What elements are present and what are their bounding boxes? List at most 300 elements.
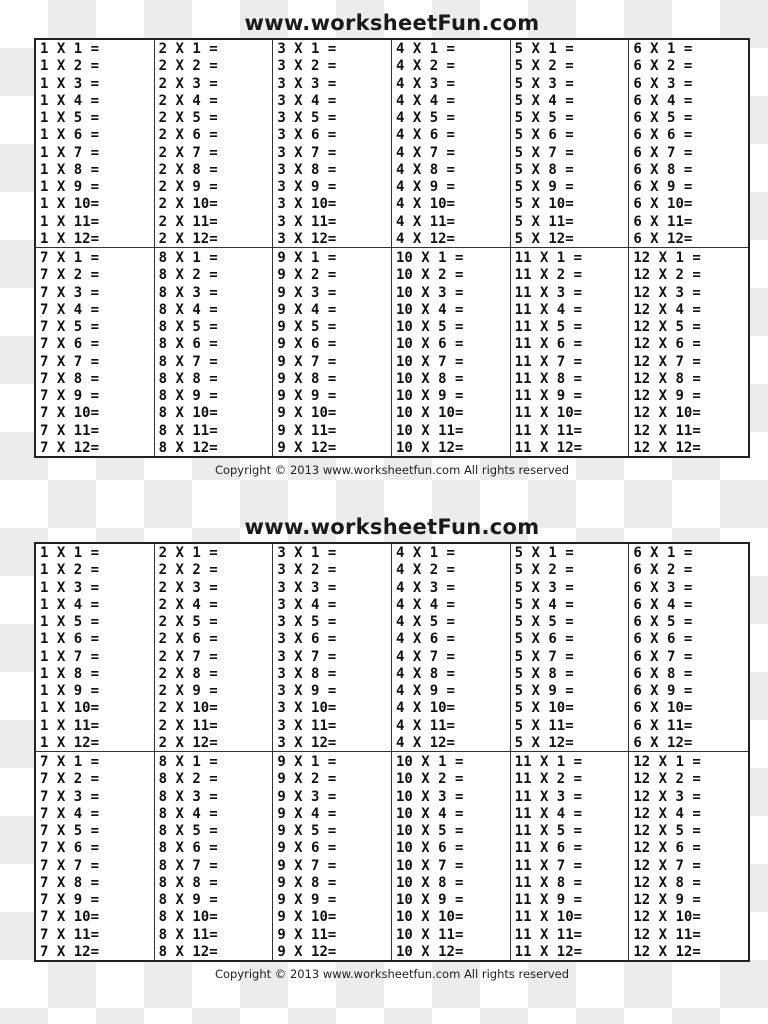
multiplication-fact: 10 X 2 = bbox=[395, 771, 464, 788]
multiplication-fact: 8 X 10= bbox=[158, 909, 218, 926]
times-table-column bbox=[392, 544, 511, 752]
multiplication-fact: 11 X 4 = bbox=[514, 805, 583, 822]
multiplication-fact: 7 X 2 = bbox=[40, 771, 100, 788]
multiplication-fact: 10 X 4 = bbox=[395, 805, 464, 822]
copyright-notice: Copyright © 2013 www.worksheetfun.com All rights reserved bbox=[214, 967, 570, 981]
multiplication-fact: 8 X 12= bbox=[158, 439, 218, 456]
multiplication-fact: 8 X 8 = bbox=[158, 370, 218, 387]
multiplication-fact: 1 X 10= bbox=[40, 196, 100, 213]
multiplication-fact: 11 X 11= bbox=[514, 422, 583, 439]
multiplication-fact: 8 X 11= bbox=[158, 422, 218, 439]
multiplication-fact: 5 X 11= bbox=[514, 213, 574, 230]
multiplication-fact: 12 X 6 = bbox=[633, 336, 701, 353]
multiplication-fact: 8 X 6 = bbox=[158, 336, 218, 353]
multiplication-fact: 11 X 5 = bbox=[514, 823, 583, 840]
multiplication-fact: 5 X 4 = bbox=[514, 596, 574, 613]
multiplication-fact: 3 X 9 = bbox=[277, 179, 337, 196]
multiplication-fact: 6 X 2 = bbox=[633, 58, 693, 75]
multiplication-fact: 3 X 9 = bbox=[277, 683, 337, 700]
multiplication-fact: 7 X 11= bbox=[40, 926, 100, 943]
multiplication-fact: 5 X 6 = bbox=[514, 631, 574, 648]
multiplication-fact: 12 X 2 = bbox=[633, 771, 701, 788]
worksheet-title: www.worksheetFun.com bbox=[244, 515, 540, 539]
multiplication-fact: 5 X 10= bbox=[514, 700, 574, 717]
multiplication-fact: 10 X 7 = bbox=[395, 857, 464, 874]
multiplication-fact: 12 X 1 = bbox=[633, 754, 701, 770]
times-table-column bbox=[36, 40, 155, 248]
multiplication-fact: 6 X 6 = bbox=[633, 127, 693, 144]
multiplication-fact: 3 X 12= bbox=[277, 230, 337, 247]
multiplication-fact: 10 X 11= bbox=[395, 422, 464, 439]
multiplication-fact: 9 X 3 = bbox=[277, 788, 337, 805]
multiplication-fact: 11 X 1 = bbox=[514, 250, 583, 266]
multiplication-fact: 4 X 10= bbox=[395, 700, 455, 717]
times-table-column bbox=[511, 752, 630, 960]
multiplication-fact: 6 X 11= bbox=[633, 717, 693, 734]
multiplication-fact: 9 X 7 = bbox=[277, 353, 337, 370]
multiplication-fact: 6 X 9 = bbox=[633, 683, 693, 700]
multiplication-fact: 3 X 3 = bbox=[277, 579, 337, 596]
multiplication-fact: 6 X 5 = bbox=[633, 110, 693, 127]
multiplication-fact: 4 X 1 = bbox=[395, 41, 455, 57]
multiplication-fact: 4 X 7 = bbox=[395, 648, 455, 665]
multiplication-fact: 1 X 6 = bbox=[40, 127, 100, 144]
multiplication-fact: 11 X 4 = bbox=[514, 301, 583, 318]
multiplication-fact: 10 X 3 = bbox=[395, 788, 464, 805]
multiplication-fact: 6 X 5 = bbox=[633, 614, 693, 631]
multiplication-fact: 7 X 6 = bbox=[40, 336, 100, 353]
multiplication-fact: 9 X 1 = bbox=[277, 754, 337, 770]
multiplication-fact: 4 X 6 = bbox=[395, 127, 455, 144]
multiplication-fact: 6 X 1 = bbox=[633, 41, 693, 57]
times-table-column bbox=[155, 248, 274, 456]
times-table-column bbox=[36, 544, 155, 752]
multiplication-fact: 11 X 8 = bbox=[514, 874, 583, 891]
multiplication-fact: 9 X 5 = bbox=[277, 319, 337, 336]
times-table-column bbox=[273, 40, 392, 248]
multiplication-fact: 9 X 8 = bbox=[277, 874, 337, 891]
multiplication-fact: 8 X 7 = bbox=[158, 353, 218, 370]
multiplication-fact: 9 X 7 = bbox=[277, 857, 337, 874]
multiplication-fact: 2 X 12= bbox=[158, 230, 218, 247]
multiplication-fact: 4 X 6 = bbox=[395, 631, 455, 648]
multiplication-fact: 11 X 9 = bbox=[514, 388, 583, 405]
multiplication-fact: 7 X 2 = bbox=[40, 267, 100, 284]
multiplication-fact: 9 X 9 = bbox=[277, 892, 337, 909]
multiplication-fact: 12 X 2 = bbox=[633, 267, 701, 284]
multiplication-fact: 5 X 3 = bbox=[514, 579, 574, 596]
multiplication-fact: 1 X 2 = bbox=[40, 58, 100, 75]
multiplication-fact: 10 X 6 = bbox=[395, 840, 464, 857]
times-table-column bbox=[392, 752, 511, 960]
multiplication-fact: 12 X 5 = bbox=[633, 823, 701, 840]
multiplication-fact: 11 X 5 = bbox=[514, 319, 583, 336]
multiplication-fact: 5 X 6 = bbox=[514, 127, 574, 144]
multiplication-fact: 6 X 12= bbox=[633, 230, 693, 247]
multiplication-fact: 3 X 8 = bbox=[277, 161, 337, 178]
multiplication-fact: 12 X 8 = bbox=[633, 874, 701, 891]
multiplication-fact: 2 X 5 = bbox=[158, 614, 218, 631]
multiplication-fact: 11 X 11= bbox=[514, 926, 583, 943]
multiplication-fact: 7 X 4 = bbox=[40, 805, 100, 822]
times-table-column bbox=[392, 248, 511, 456]
times-table-column bbox=[629, 544, 748, 752]
multiplication-fact: 3 X 11= bbox=[277, 717, 337, 734]
multiplication-fact: 7 X 8 = bbox=[40, 370, 100, 387]
multiplication-fact: 6 X 11= bbox=[633, 213, 693, 230]
multiplication-fact: 12 X 4 = bbox=[633, 805, 701, 822]
multiplication-fact: 2 X 2 = bbox=[158, 562, 218, 579]
multiplication-fact: 1 X 12= bbox=[40, 734, 100, 751]
multiplication-fact: 12 X 7 = bbox=[633, 857, 701, 874]
multiplication-fact: 4 X 12= bbox=[395, 230, 455, 247]
multiplication-fact: 2 X 4 = bbox=[158, 596, 218, 613]
multiplication-fact: 1 X 3 = bbox=[40, 75, 100, 92]
multiplication-fact: 3 X 1 = bbox=[277, 545, 337, 561]
multiplication-fact: 8 X 9 = bbox=[158, 388, 218, 405]
multiplication-fact: 8 X 11= bbox=[158, 926, 218, 943]
multiplication-fact: 2 X 12= bbox=[158, 734, 218, 751]
multiplication-fact: 12 X 12= bbox=[633, 439, 701, 456]
multiplication-fact: 6 X 4 = bbox=[633, 92, 693, 109]
multiplication-fact: 3 X 12= bbox=[277, 734, 337, 751]
multiplication-fact: 9 X 9 = bbox=[277, 388, 337, 405]
multiplication-fact: 4 X 1 = bbox=[395, 545, 455, 561]
multiplication-fact: 11 X 10= bbox=[514, 405, 583, 422]
multiplication-fact: 7 X 9 = bbox=[40, 388, 100, 405]
multiplication-fact: 1 X 11= bbox=[40, 717, 100, 734]
multiplication-fact: 9 X 3 = bbox=[277, 284, 337, 301]
multiplication-fact: 8 X 1 = bbox=[158, 754, 218, 770]
multiplication-fact: 7 X 6 = bbox=[40, 840, 100, 857]
multiplication-fact: 3 X 7 = bbox=[277, 144, 337, 161]
multiplication-fact: 10 X 1 = bbox=[395, 754, 464, 770]
multiplication-fact: 2 X 4 = bbox=[158, 92, 218, 109]
multiplication-fact: 3 X 8 = bbox=[277, 665, 337, 682]
times-table-column bbox=[511, 40, 630, 248]
multiplication-fact: 3 X 7 = bbox=[277, 648, 337, 665]
multiplication-fact: 11 X 2 = bbox=[514, 267, 583, 284]
times-table-grid bbox=[34, 542, 750, 962]
multiplication-fact: 12 X 3 = bbox=[633, 284, 701, 301]
multiplication-fact: 6 X 7 = bbox=[633, 648, 693, 665]
multiplication-fact: 1 X 9 = bbox=[40, 179, 100, 196]
multiplication-fact: 10 X 9 = bbox=[395, 388, 464, 405]
times-table-column bbox=[273, 544, 392, 752]
multiplication-fact: 8 X 10= bbox=[158, 405, 218, 422]
multiplication-fact: 1 X 8 = bbox=[40, 161, 100, 178]
worksheet-bottom bbox=[34, 512, 750, 986]
multiplication-fact: 10 X 2 = bbox=[395, 267, 464, 284]
multiplication-fact: 9 X 5 = bbox=[277, 823, 337, 840]
multiplication-fact: 11 X 3 = bbox=[514, 788, 583, 805]
multiplication-fact: 7 X 4 = bbox=[40, 301, 100, 318]
multiplication-fact: 2 X 5 = bbox=[158, 110, 218, 127]
multiplication-fact: 3 X 5 = bbox=[277, 614, 337, 631]
multiplication-fact: 5 X 8 = bbox=[514, 161, 574, 178]
multiplication-fact: 5 X 2 = bbox=[514, 58, 574, 75]
multiplication-fact: 10 X 5 = bbox=[395, 823, 464, 840]
multiplication-fact: 9 X 4 = bbox=[277, 805, 337, 822]
multiplication-fact: 11 X 12= bbox=[514, 439, 583, 456]
multiplication-fact: 1 X 7 = bbox=[40, 648, 100, 665]
multiplication-fact: 5 X 9 = bbox=[514, 683, 574, 700]
multiplication-fact: 11 X 12= bbox=[514, 943, 583, 960]
multiplication-fact: 7 X 3 = bbox=[40, 788, 100, 805]
multiplication-fact: 7 X 9 = bbox=[40, 892, 100, 909]
multiplication-fact: 11 X 3 = bbox=[514, 284, 583, 301]
multiplication-fact: 5 X 4 = bbox=[514, 92, 574, 109]
multiplication-fact: 12 X 10= bbox=[633, 405, 701, 422]
multiplication-fact: 4 X 3 = bbox=[395, 579, 455, 596]
multiplication-fact: 6 X 3 = bbox=[633, 579, 693, 596]
multiplication-fact: 10 X 12= bbox=[395, 943, 464, 960]
multiplication-fact: 10 X 8 = bbox=[395, 874, 464, 891]
multiplication-fact: 11 X 1 = bbox=[514, 754, 583, 770]
multiplication-fact: 5 X 12= bbox=[514, 734, 574, 751]
multiplication-fact: 4 X 4 = bbox=[395, 92, 455, 109]
multiplication-fact: 9 X 12= bbox=[277, 943, 337, 960]
multiplication-fact: 8 X 8 = bbox=[158, 874, 218, 891]
multiplication-fact: 12 X 4 = bbox=[633, 301, 701, 318]
times-table-grid bbox=[34, 38, 750, 458]
multiplication-fact: 4 X 9 = bbox=[395, 179, 455, 196]
multiplication-fact: 3 X 11= bbox=[277, 213, 337, 230]
multiplication-fact: 2 X 2 = bbox=[158, 58, 218, 75]
multiplication-fact: 6 X 1 = bbox=[633, 545, 693, 561]
multiplication-fact: 2 X 7 = bbox=[158, 144, 218, 161]
multiplication-fact: 7 X 5 = bbox=[40, 319, 100, 336]
times-table-column bbox=[511, 544, 630, 752]
multiplication-fact: 7 X 1 = bbox=[40, 754, 100, 770]
multiplication-fact: 3 X 4 = bbox=[277, 596, 337, 613]
multiplication-fact: 7 X 10= bbox=[40, 909, 100, 926]
multiplication-fact: 4 X 5 = bbox=[395, 110, 455, 127]
multiplication-fact: 5 X 10= bbox=[514, 196, 574, 213]
multiplication-fact: 8 X 2 = bbox=[158, 771, 218, 788]
times-table-column bbox=[629, 248, 748, 456]
multiplication-fact: 1 X 4 = bbox=[40, 596, 100, 613]
multiplication-fact: 5 X 8 = bbox=[514, 665, 574, 682]
copyright-notice: Copyright © 2013 www.worksheetfun.com All rights reserved bbox=[214, 463, 570, 477]
multiplication-fact: 5 X 1 = bbox=[514, 41, 574, 57]
multiplication-fact: 8 X 6 = bbox=[158, 840, 218, 857]
multiplication-fact: 12 X 10= bbox=[633, 909, 701, 926]
multiplication-fact: 6 X 9 = bbox=[633, 179, 693, 196]
multiplication-fact: 3 X 5 = bbox=[277, 110, 337, 127]
times-table-column bbox=[629, 40, 748, 248]
multiplication-fact: 7 X 5 = bbox=[40, 823, 100, 840]
multiplication-fact: 11 X 8 = bbox=[514, 370, 583, 387]
multiplication-fact: 2 X 10= bbox=[158, 700, 218, 717]
multiplication-fact: 12 X 1 = bbox=[633, 250, 701, 266]
multiplication-fact: 8 X 4 = bbox=[158, 805, 218, 822]
multiplication-fact: 11 X 6 = bbox=[514, 336, 583, 353]
multiplication-fact: 2 X 6 = bbox=[158, 127, 218, 144]
multiplication-fact: 4 X 11= bbox=[395, 213, 455, 230]
multiplication-fact: 7 X 11= bbox=[40, 422, 100, 439]
multiplication-fact: 5 X 12= bbox=[514, 230, 574, 247]
multiplication-fact: 7 X 12= bbox=[40, 943, 100, 960]
multiplication-fact: 9 X 11= bbox=[277, 926, 337, 943]
times-table-column bbox=[629, 752, 748, 960]
multiplication-fact: 9 X 8 = bbox=[277, 370, 337, 387]
multiplication-fact: 5 X 11= bbox=[514, 717, 574, 734]
multiplication-fact: 4 X 9 = bbox=[395, 683, 455, 700]
multiplication-fact: 8 X 3 = bbox=[158, 788, 218, 805]
multiplication-fact: 3 X 4 = bbox=[277, 92, 337, 109]
multiplication-fact: 4 X 4 = bbox=[395, 596, 455, 613]
multiplication-fact: 10 X 5 = bbox=[395, 319, 464, 336]
multiplication-fact: 2 X 1 = bbox=[158, 545, 218, 561]
multiplication-fact: 12 X 9 = bbox=[633, 892, 701, 909]
multiplication-fact: 2 X 9 = bbox=[158, 179, 218, 196]
multiplication-fact: 8 X 9 = bbox=[158, 892, 218, 909]
multiplication-fact: 6 X 2 = bbox=[633, 562, 693, 579]
multiplication-fact: 8 X 7 = bbox=[158, 857, 218, 874]
multiplication-fact: 11 X 2 = bbox=[514, 771, 583, 788]
multiplication-fact: 6 X 7 = bbox=[633, 144, 693, 161]
multiplication-fact: 4 X 2 = bbox=[395, 58, 455, 75]
multiplication-fact: 9 X 6 = bbox=[277, 336, 337, 353]
multiplication-fact: 9 X 2 = bbox=[277, 267, 337, 284]
multiplication-fact: 1 X 8 = bbox=[40, 665, 100, 682]
multiplication-fact: 6 X 10= bbox=[633, 196, 693, 213]
times-table-column bbox=[392, 40, 511, 248]
multiplication-fact: 7 X 7 = bbox=[40, 353, 100, 370]
times-table-column bbox=[155, 40, 274, 248]
worksheet-top bbox=[34, 8, 750, 482]
multiplication-fact: 6 X 8 = bbox=[633, 161, 693, 178]
multiplication-fact: 1 X 12= bbox=[40, 230, 100, 247]
multiplication-fact: 5 X 5 = bbox=[514, 110, 574, 127]
multiplication-fact: 6 X 6 = bbox=[633, 631, 693, 648]
multiplication-fact: 10 X 4 = bbox=[395, 301, 464, 318]
multiplication-fact: 8 X 4 = bbox=[158, 301, 218, 318]
multiplication-fact: 7 X 10= bbox=[40, 405, 100, 422]
multiplication-fact: 9 X 1 = bbox=[277, 250, 337, 266]
multiplication-fact: 9 X 4 = bbox=[277, 301, 337, 318]
multiplication-fact: 9 X 6 = bbox=[277, 840, 337, 857]
multiplication-fact: 2 X 3 = bbox=[158, 75, 218, 92]
multiplication-fact: 2 X 10= bbox=[158, 196, 218, 213]
multiplication-fact: 4 X 7 = bbox=[395, 144, 455, 161]
multiplication-fact: 8 X 5 = bbox=[158, 319, 218, 336]
multiplication-fact: 10 X 9 = bbox=[395, 892, 464, 909]
times-table-column bbox=[155, 752, 274, 960]
times-table-column bbox=[273, 248, 392, 456]
multiplication-fact: 9 X 10= bbox=[277, 909, 337, 926]
multiplication-fact: 3 X 6 = bbox=[277, 127, 337, 144]
multiplication-fact: 5 X 5 = bbox=[514, 614, 574, 631]
multiplication-fact: 5 X 1 = bbox=[514, 545, 574, 561]
multiplication-fact: 1 X 10= bbox=[40, 700, 100, 717]
multiplication-fact: 6 X 4 = bbox=[633, 596, 693, 613]
multiplication-fact: 4 X 8 = bbox=[395, 161, 455, 178]
multiplication-fact: 6 X 10= bbox=[633, 700, 693, 717]
multiplication-fact: 9 X 12= bbox=[277, 439, 337, 456]
multiplication-fact: 10 X 10= bbox=[395, 909, 464, 926]
multiplication-fact: 9 X 2 = bbox=[277, 771, 337, 788]
multiplication-fact: 7 X 8 = bbox=[40, 874, 100, 891]
multiplication-fact: 2 X 11= bbox=[158, 213, 218, 230]
multiplication-fact: 10 X 1 = bbox=[395, 250, 464, 266]
multiplication-fact: 2 X 7 = bbox=[158, 648, 218, 665]
multiplication-fact: 1 X 6 = bbox=[40, 631, 100, 648]
multiplication-fact: 4 X 3 = bbox=[395, 75, 455, 92]
multiplication-fact: 10 X 3 = bbox=[395, 284, 464, 301]
multiplication-fact: 2 X 9 = bbox=[158, 683, 218, 700]
multiplication-fact: 12 X 7 = bbox=[633, 353, 701, 370]
multiplication-fact: 12 X 11= bbox=[633, 926, 701, 943]
multiplication-fact: 9 X 10= bbox=[277, 405, 337, 422]
multiplication-fact: 4 X 10= bbox=[395, 196, 455, 213]
multiplication-fact: 12 X 5 = bbox=[633, 319, 701, 336]
multiplication-fact: 1 X 7 = bbox=[40, 144, 100, 161]
multiplication-fact: 12 X 6 = bbox=[633, 840, 701, 857]
multiplication-fact: 2 X 3 = bbox=[158, 579, 218, 596]
multiplication-fact: 11 X 7 = bbox=[514, 353, 583, 370]
multiplication-fact: 3 X 10= bbox=[277, 700, 337, 717]
multiplication-fact: 8 X 1 = bbox=[158, 250, 218, 266]
multiplication-fact: 10 X 12= bbox=[395, 439, 464, 456]
multiplication-fact: 6 X 8 = bbox=[633, 665, 693, 682]
multiplication-fact: 1 X 9 = bbox=[40, 683, 100, 700]
multiplication-fact: 11 X 6 = bbox=[514, 840, 583, 857]
multiplication-fact: 5 X 3 = bbox=[514, 75, 574, 92]
multiplication-fact: 12 X 3 = bbox=[633, 788, 701, 805]
multiplication-fact: 1 X 1 = bbox=[40, 41, 100, 57]
multiplication-fact: 9 X 11= bbox=[277, 422, 337, 439]
multiplication-fact: 1 X 4 = bbox=[40, 92, 100, 109]
multiplication-fact: 3 X 2 = bbox=[277, 562, 337, 579]
multiplication-fact: 8 X 2 = bbox=[158, 267, 218, 284]
multiplication-fact: 6 X 12= bbox=[633, 734, 693, 751]
worksheet-title: www.worksheetFun.com bbox=[244, 11, 540, 35]
multiplication-fact: 2 X 8 = bbox=[158, 665, 218, 682]
multiplication-fact: 12 X 8 = bbox=[633, 370, 701, 387]
multiplication-fact: 10 X 8 = bbox=[395, 370, 464, 387]
multiplication-fact: 8 X 12= bbox=[158, 943, 218, 960]
multiplication-fact: 12 X 12= bbox=[633, 943, 701, 960]
multiplication-fact: 11 X 9 = bbox=[514, 892, 583, 909]
multiplication-fact: 1 X 11= bbox=[40, 213, 100, 230]
multiplication-fact: 8 X 3 = bbox=[158, 284, 218, 301]
multiplication-fact: 7 X 3 = bbox=[40, 284, 100, 301]
multiplication-fact: 10 X 11= bbox=[395, 926, 464, 943]
multiplication-fact: 8 X 5 = bbox=[158, 823, 218, 840]
multiplication-fact: 3 X 6 = bbox=[277, 631, 337, 648]
multiplication-fact: 6 X 3 = bbox=[633, 75, 693, 92]
times-table-column bbox=[155, 544, 274, 752]
multiplication-fact: 4 X 12= bbox=[395, 734, 455, 751]
multiplication-fact: 3 X 2 = bbox=[277, 58, 337, 75]
multiplication-fact: 4 X 8 = bbox=[395, 665, 455, 682]
times-table-column bbox=[36, 248, 155, 456]
multiplication-fact: 2 X 8 = bbox=[158, 161, 218, 178]
multiplication-fact: 1 X 5 = bbox=[40, 614, 100, 631]
multiplication-fact: 7 X 12= bbox=[40, 439, 100, 456]
multiplication-fact: 12 X 11= bbox=[633, 422, 701, 439]
multiplication-fact: 12 X 9 = bbox=[633, 388, 701, 405]
multiplication-fact: 4 X 2 = bbox=[395, 562, 455, 579]
multiplication-fact: 2 X 11= bbox=[158, 717, 218, 734]
multiplication-fact: 7 X 1 = bbox=[40, 250, 100, 266]
times-table-column bbox=[36, 752, 155, 960]
multiplication-fact: 5 X 7 = bbox=[514, 144, 574, 161]
multiplication-fact: 1 X 3 = bbox=[40, 579, 100, 596]
multiplication-fact: 10 X 7 = bbox=[395, 353, 464, 370]
